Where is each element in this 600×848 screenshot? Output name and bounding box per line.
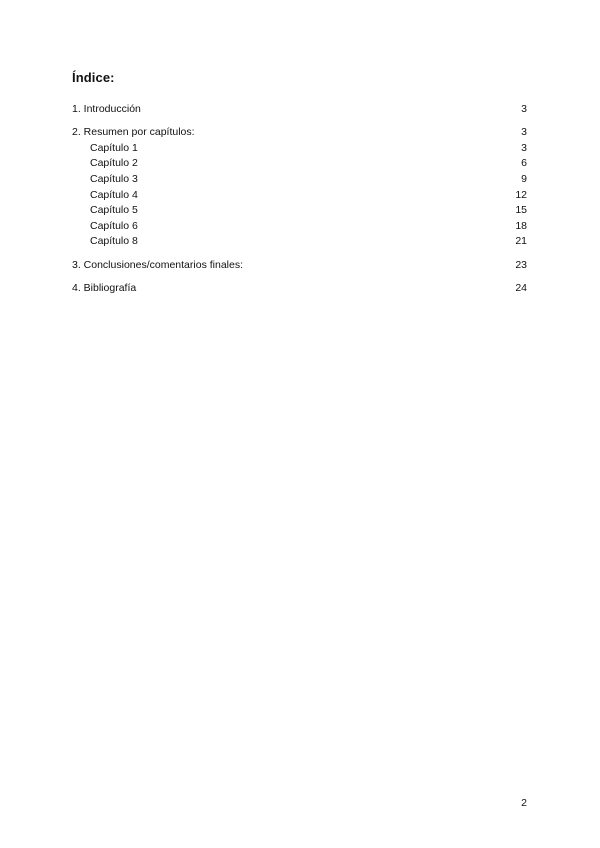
table-of-contents: [72, 102, 527, 296]
toc-entry-chapter-2: [72, 156, 527, 172]
toc-entry-label: 1. Introducción: [72, 103, 141, 115]
toc-entry-label: Capítulo 6: [90, 219, 138, 232]
toc-entry-label: Capítulo 3: [90, 172, 138, 185]
toc-entry-label: Capítulo 1: [90, 141, 138, 154]
toc-entry-page: 3: [521, 126, 527, 139]
toc-entry-page: 3: [521, 103, 527, 115]
toc-entry-page: 23: [515, 258, 527, 271]
toc-entry-label: Capítulo 4: [90, 188, 138, 201]
toc-entry-chapter-6: [72, 219, 527, 235]
toc-entry-label: Capítulo 8: [90, 235, 138, 248]
toc-entry-conclusions: [72, 258, 527, 274]
toc-entry-label: Capítulo 5: [90, 204, 138, 217]
page-number: 2: [521, 797, 527, 809]
page-title: Índice:: [72, 70, 115, 85]
toc-entry-label: 4. Bibliografía: [72, 281, 137, 294]
toc-entry-bibliography: [72, 281, 527, 297]
toc-entry-page: 9: [521, 172, 527, 185]
toc-entry-chapter-5: [72, 203, 527, 219]
toc-entry-chapter-1: [72, 141, 527, 157]
toc-entry-page: 21: [515, 235, 527, 248]
toc-entry-chapter-4: [72, 188, 527, 204]
toc-entry-page: 6: [521, 157, 527, 170]
toc-entry-chapter-8: [72, 234, 527, 250]
toc-entry-page: 3: [521, 141, 527, 154]
toc-entry-label: 3. Conclusiones/comentarios finales:: [72, 258, 244, 271]
toc-entry-introduction: [72, 102, 527, 118]
toc-entry-page: 24: [515, 281, 527, 294]
toc-entry-page: 18: [515, 219, 527, 232]
toc-entry-label: Capítulo 2: [90, 157, 138, 170]
toc-entry-summary: [72, 125, 527, 141]
toc-entry-page: 15: [515, 204, 527, 217]
toc-entry-label: 2. Resumen por capítulos:: [72, 126, 195, 139]
toc-entry-page: 12: [515, 188, 527, 201]
toc-entry-chapter-3: [72, 172, 527, 188]
